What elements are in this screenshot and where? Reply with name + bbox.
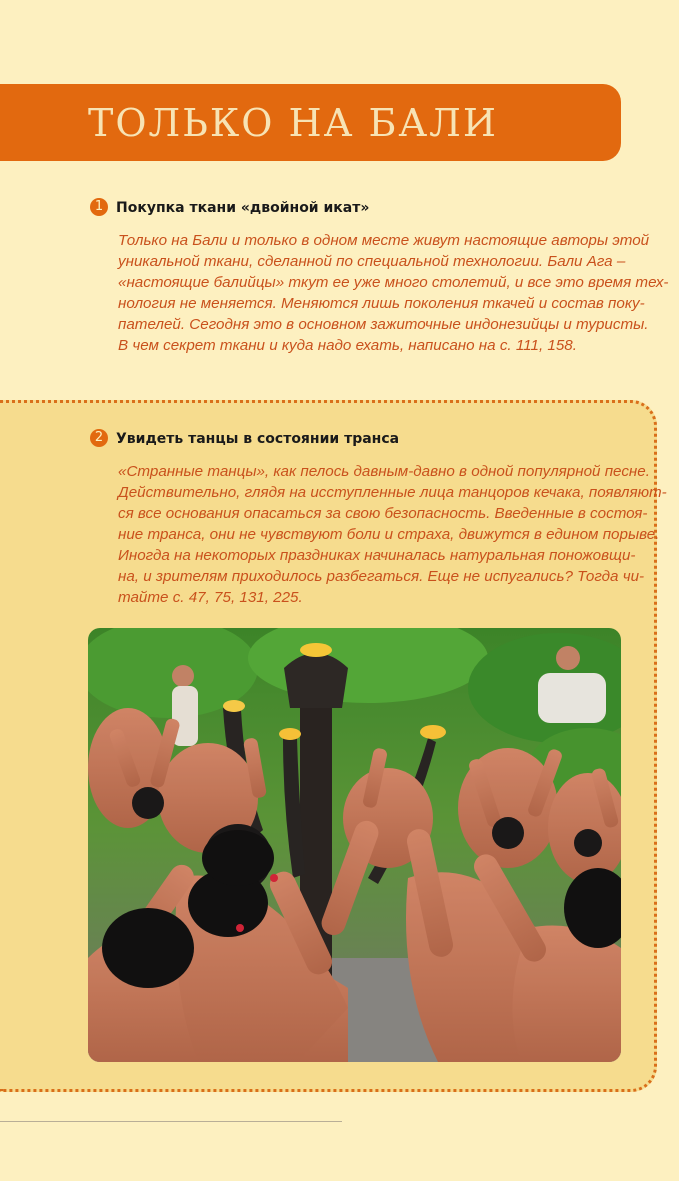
item-description: «Странные танцы», как пелось давным-давно в одной популярной песне. Действительно, глядя на исступленные лица танцоров кечака, появляют- ся все основания опасаться за свою безопасность. Введенные в состоя- ние транса, они не чувствуют боли и страха, движутся в едином порыве. Иногда на некоторых праздниках начиналась натуральная поножовщи- на, и зрителям приходилось разбегаться. Еще не испугались? Тогда чи- тайте с. 47, 75, 131, 225. <box>118 463 667 606</box>
footer-rule <box>0 1121 342 1122</box>
page-title: ТОЛЬКО НА БАЛИ <box>88 101 499 145</box>
item-number-badge: 1 <box>90 198 108 216</box>
item-number-badge: 2 <box>90 429 108 447</box>
kecak-dance-photo <box>88 628 621 1062</box>
item-title: Увидеть танцы в состоянии транса <box>116 431 400 447</box>
item-description: Только на Бали и только в одном месте живут настоящие авторы этой уникальной ткани, сделанной по специальной технологии. Бали Ага – «настоящие балийцы» ткут ее уже много столетий, и все это время тех- нология не меняется. Меняются лишь поколения ткачей и состав поку- пателей. Сегодня это в основном зажиточные индонезийцы и туристы. В чем секрет ткани и куда надо ехать, написано на с. 111, 158. <box>118 232 669 354</box>
item-title: Покупка ткани «двойной икат» <box>116 200 370 216</box>
